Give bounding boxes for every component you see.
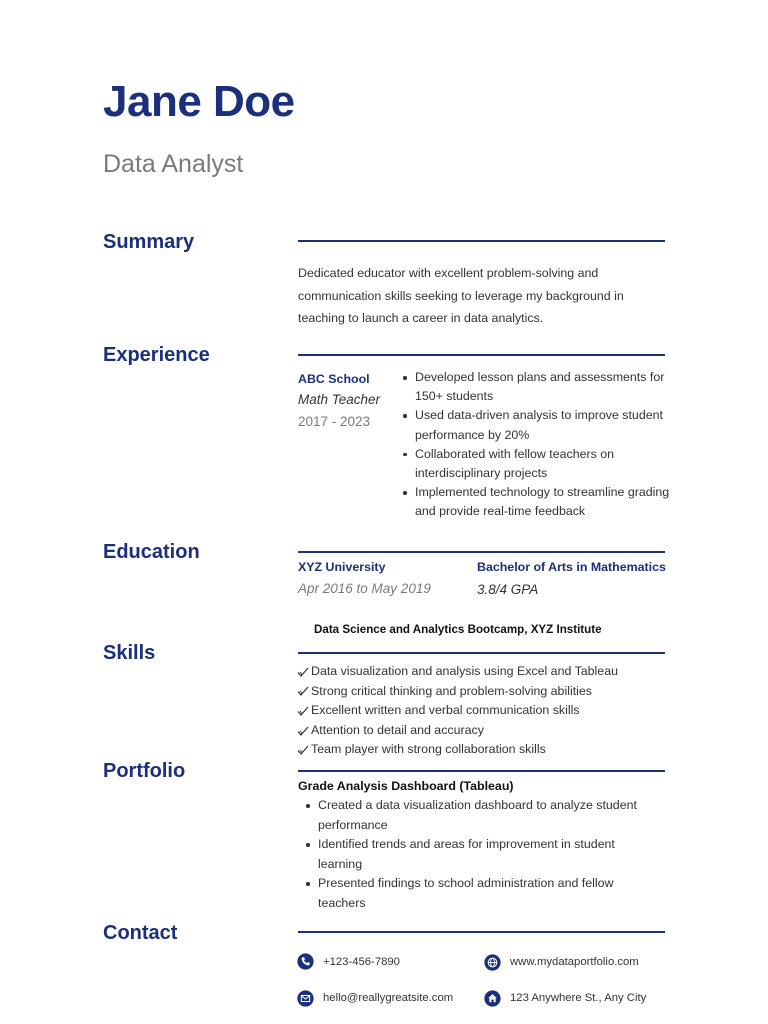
list-item: Created a data visualization dashboard to analyze student performance <box>303 796 663 835</box>
list-item: Attention to detail and accuracy <box>297 721 677 741</box>
list-item: Presented findings to school administration and fellow teachers <box>303 874 663 913</box>
portfolio-title: Grade Analysis Dashboard (Tableau) <box>298 779 514 793</box>
list-item: Data visualization and analysis using Excel and Tableau <box>297 662 677 682</box>
experience-dates: 2017 - 2023 <box>298 414 371 429</box>
checkmark-icon <box>297 725 309 737</box>
contact-website[interactable]: www.mydataportfolio.com <box>510 956 639 968</box>
section-title-portfolio: Portfolio <box>103 760 186 782</box>
resume-name: Jane Doe <box>103 77 295 126</box>
portfolio-bullets <box>303 796 663 913</box>
section-title-skills: Skills <box>103 642 156 664</box>
summary-line: teaching to launch a career in data analytics. <box>298 311 544 325</box>
list-item: Implemented technology to streamline grading and provide real-time feedback <box>400 483 690 521</box>
globe-icon <box>484 954 501 971</box>
contact-address: 123 Anywhere St., Any City <box>510 992 647 1004</box>
list-item: Excellent written and verbal communication skills <box>297 701 677 721</box>
education-gpa: 3.8/4 GPA <box>477 582 539 597</box>
section-divider <box>298 770 665 772</box>
section-title-education: Education <box>103 541 200 563</box>
checkmark-icon <box>297 666 309 678</box>
education-bootcamp: Data Science and Analytics Bootcamp, XYZ Institute <box>314 623 602 636</box>
contact-email[interactable]: hello@reallygreatsite.com <box>323 992 454 1004</box>
section-divider <box>298 551 665 553</box>
experience-meta <box>298 371 398 431</box>
list-item: Collaborated with fellow teachers on interdisciplinary projects <box>400 445 690 483</box>
mail-icon <box>297 990 314 1007</box>
summary-text <box>298 262 668 330</box>
phone-icon <box>297 953 314 970</box>
education-school: XYZ University <box>298 560 386 574</box>
section-divider <box>298 931 665 933</box>
section-title-experience: Experience <box>103 344 210 366</box>
checkmark-icon <box>297 744 309 756</box>
section-divider <box>298 240 665 242</box>
contact-phone: +123-456-7890 <box>323 956 400 968</box>
checkmark-icon <box>297 685 309 697</box>
summary-line: communication skills seeking to leverage my background in <box>298 288 624 303</box>
list-item: Used data-driven analysis to improve student performance by 20% <box>400 406 690 444</box>
skills-list <box>297 662 677 760</box>
list-item: Team player with strong collaboration skills <box>297 740 677 760</box>
summary-line: Dedicated educator with excellent problem-solving and <box>298 266 599 280</box>
experience-org: ABC School <box>298 372 370 386</box>
resume-role: Data Analyst <box>103 150 244 178</box>
list-item: Identified trends and areas for improvement in student learning <box>303 835 663 874</box>
section-divider <box>298 652 665 654</box>
checkmark-icon <box>297 705 309 717</box>
experience-bullets <box>400 368 690 522</box>
section-divider <box>298 354 665 356</box>
home-icon <box>484 990 501 1007</box>
education-degree: Bachelor of Arts in Mathematics <box>477 560 666 574</box>
section-title-contact: Contact <box>103 922 178 944</box>
education-dates: Apr 2016 to May 2019 <box>298 581 431 596</box>
experience-title: Math Teacher <box>298 392 381 407</box>
list-item: Strong critical thinking and problem-solving abilities <box>297 682 677 702</box>
section-title-summary: Summary <box>103 231 195 253</box>
list-item: Developed lesson plans and assessments for 150+ students <box>400 368 690 406</box>
